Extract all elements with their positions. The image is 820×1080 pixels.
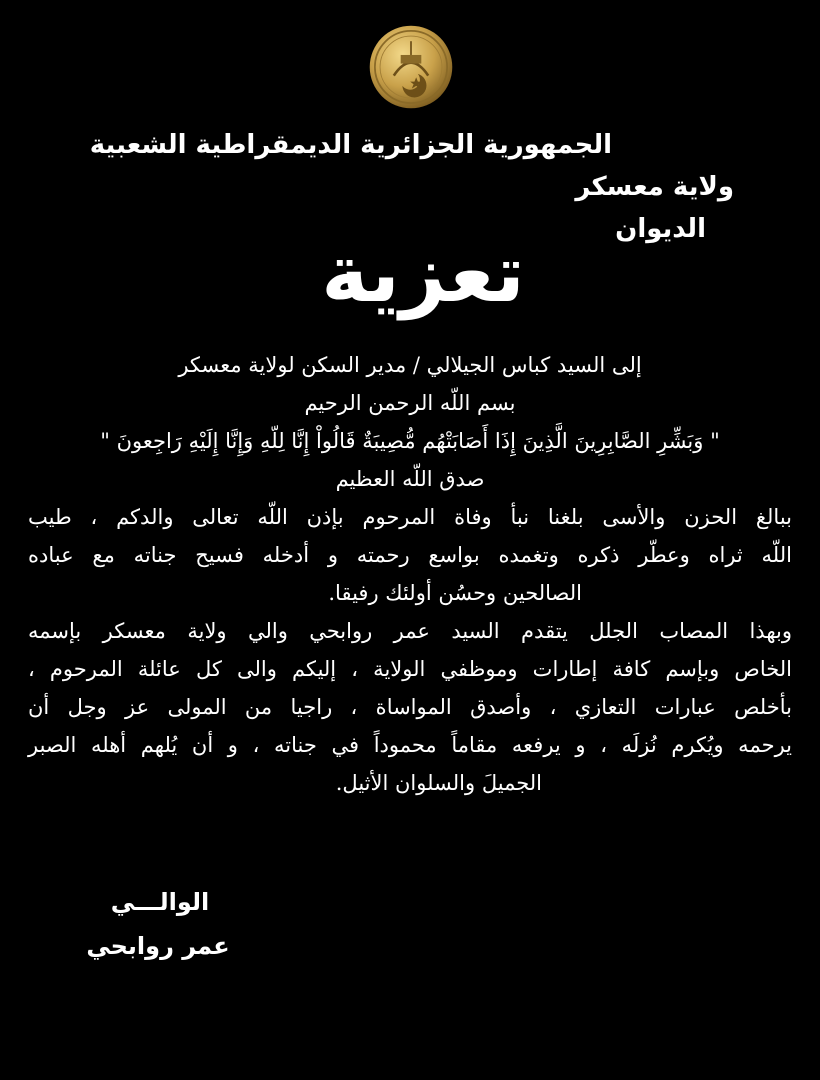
paragraph-line: بأخلص عبارات التعازي ، وأصدق المواساة ، راجيا من المولى عز وجل أن	[28, 695, 792, 719]
page-title: تعزية	[321, 227, 525, 320]
paragraph-line: يرحمه ويُكرم نُزلَه ، و يرفعه مقاماً محموداً في جناته ، و أن يُلهم أهله الصبر	[28, 733, 792, 757]
verse-close-line: صدق اللّه العظيم	[335, 467, 485, 491]
recipient-line: إلى السيد كباس الجيلالي / مدير السكن لولاية معسكر	[178, 353, 642, 377]
republic-name: الجمهورية الجزائرية الديمقراطية الشعبية	[89, 130, 612, 160]
paragraph-line: وبهذا المصاب الجلل يتقدم السيد عمر روابحي والي ولاية معسكر بإسمه	[28, 619, 792, 643]
verse-line: " وَبَشِّرِ الصَّابِرِينَ الَّذِينَ إِذَا أَصَابَتْهُم مُّصِيبَةٌ قَالُواْ إِنَّا لِلّهِ وَإِنَّا إِلَيْهِ رَاجِعونَ "	[100, 429, 720, 453]
signature-title: الوالـــي	[110, 888, 210, 916]
paragraph-line: ببالغ الحزن والأسى بلغنا نبأ وفاة المرحوم بإذن اللّه تعالى والدكم ، طيب	[28, 505, 792, 529]
paragraph-line: اللّه ثراه وعطّر ذكره وتغمده بواسع رحمته و أدخله فسيح جناته مع عباده	[28, 543, 792, 567]
paragraph-line: الجميلَ والسلوان الأثيل.	[335, 771, 542, 795]
signature-name: عمر روابحي	[86, 932, 230, 960]
algeria-emblem-icon	[368, 24, 454, 110]
basmala-line: بسم اللّه الرحمن الرحيم	[304, 391, 516, 415]
letter-body	[28, 346, 792, 802]
paragraph-line: الخاص وبإسم كافة إطارات وموظفي الولاية ، إليكم والى كل عائلة المرحوم ،	[28, 657, 792, 681]
paragraph-condolence	[28, 498, 792, 612]
diwan-label: الديوان	[615, 214, 706, 244]
wilaya-name: ولاية معسكر	[575, 172, 734, 202]
paragraph-message	[28, 612, 792, 802]
paragraph-line: الصالحين وحسُن أولئك رفيقا.	[328, 581, 582, 605]
